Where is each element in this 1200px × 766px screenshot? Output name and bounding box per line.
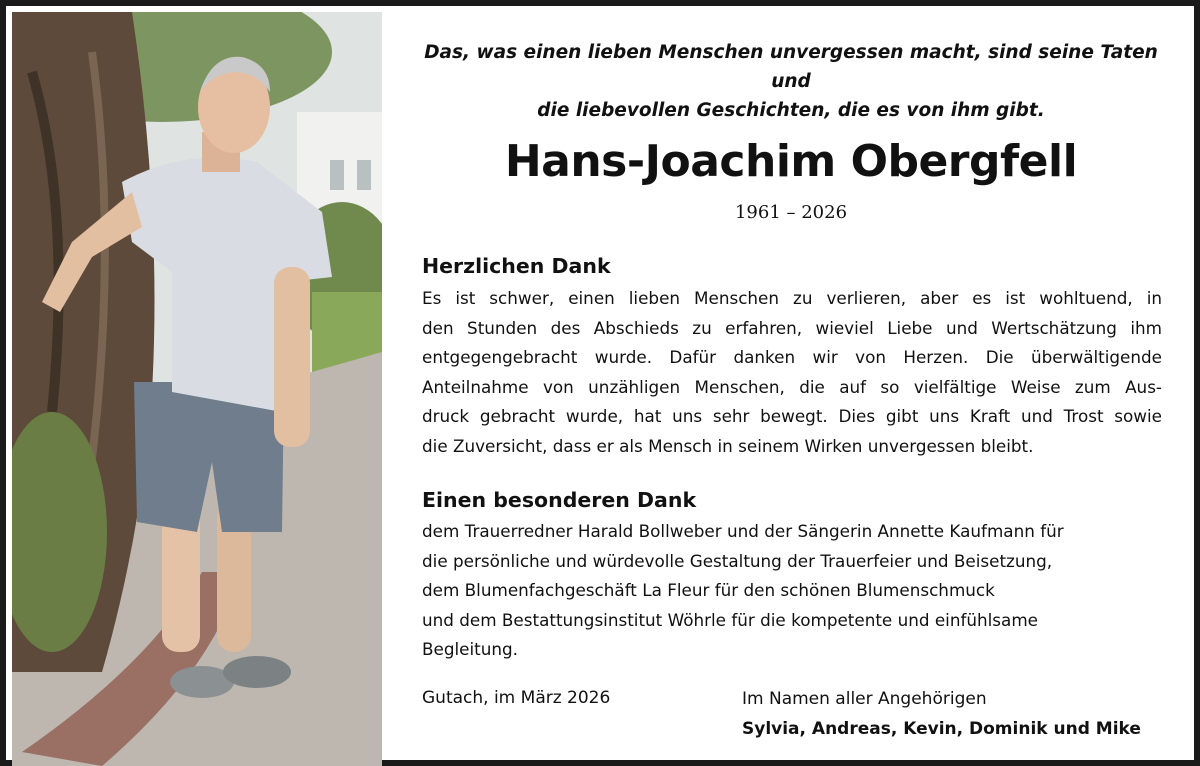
body-line: entgegengebracht wurde. Dafür danken wir von Herzen. Die überwältigende	[422, 347, 1162, 367]
notice-text-column	[382, 12, 1200, 766]
bereaved-names: Sylvia, Andreas, Kevin, Dominik und Mike	[742, 719, 1141, 739]
section-body-thanks	[422, 284, 1162, 461]
motto-quote	[406, 38, 1176, 125]
body-line: Begleitung.	[422, 639, 518, 659]
section-heading-special-thanks: Einen besonderen Dank	[422, 488, 697, 512]
motto-line-2: die liebevollen Geschichten, die es von ihm gibt.	[537, 100, 1045, 121]
portrait-photo	[12, 12, 382, 766]
body-line: Es ist schwer, einen lieben Menschen zu verlieren, aber es ist wohltuend, in	[422, 288, 1162, 308]
body-line: die persönliche und würdevolle Gestaltung der Trauerfeier und Beisetzung,	[422, 550, 1053, 571]
on-behalf-line: Im Namen aller Angehörigen	[742, 689, 987, 709]
body-line: dem Trauerredner Harald Bollweber und der Sängerin Annette Kaufmann für	[422, 521, 1064, 541]
life-dates: 1961 – 2026	[734, 202, 848, 223]
body-line: die Zuversicht, dass er als Mensch in seinem Wirken unvergessen bleibt.	[422, 435, 1034, 456]
body-line: druck gebracht wurde, hat uns sehr bewegt. Dies gibt uns Kraft und Trost sowie	[422, 406, 1162, 426]
body-line: Anteilnahme von unzähligen Menschen, die auf so vielfältige Weise zum Aus-	[422, 376, 1162, 397]
body-line: dem Blumenfachgeschäft La Fleur für den schönen Blumenschmuck	[422, 580, 995, 600]
section-body-special-thanks	[422, 517, 1162, 665]
body-line: und dem Bestattungsinstitut Wöhrle für die kompetente und einfühlsame	[422, 609, 1038, 630]
body-line: den Stunden des Abschieds zu erfahren, wieviel Liebe und Wertschätzung ihm	[422, 317, 1162, 338]
motto-line-1: Das, was einen lieben Menschen unvergessen macht, sind seine Taten und	[424, 42, 1158, 92]
section-heading-thanks: Herzlichen Dank	[422, 254, 611, 278]
deceased-name: Hans-Joachim Obergfell	[504, 136, 1078, 187]
signature-block	[742, 684, 1141, 744]
place-and-date: Gutach, im März 2026	[422, 688, 611, 708]
